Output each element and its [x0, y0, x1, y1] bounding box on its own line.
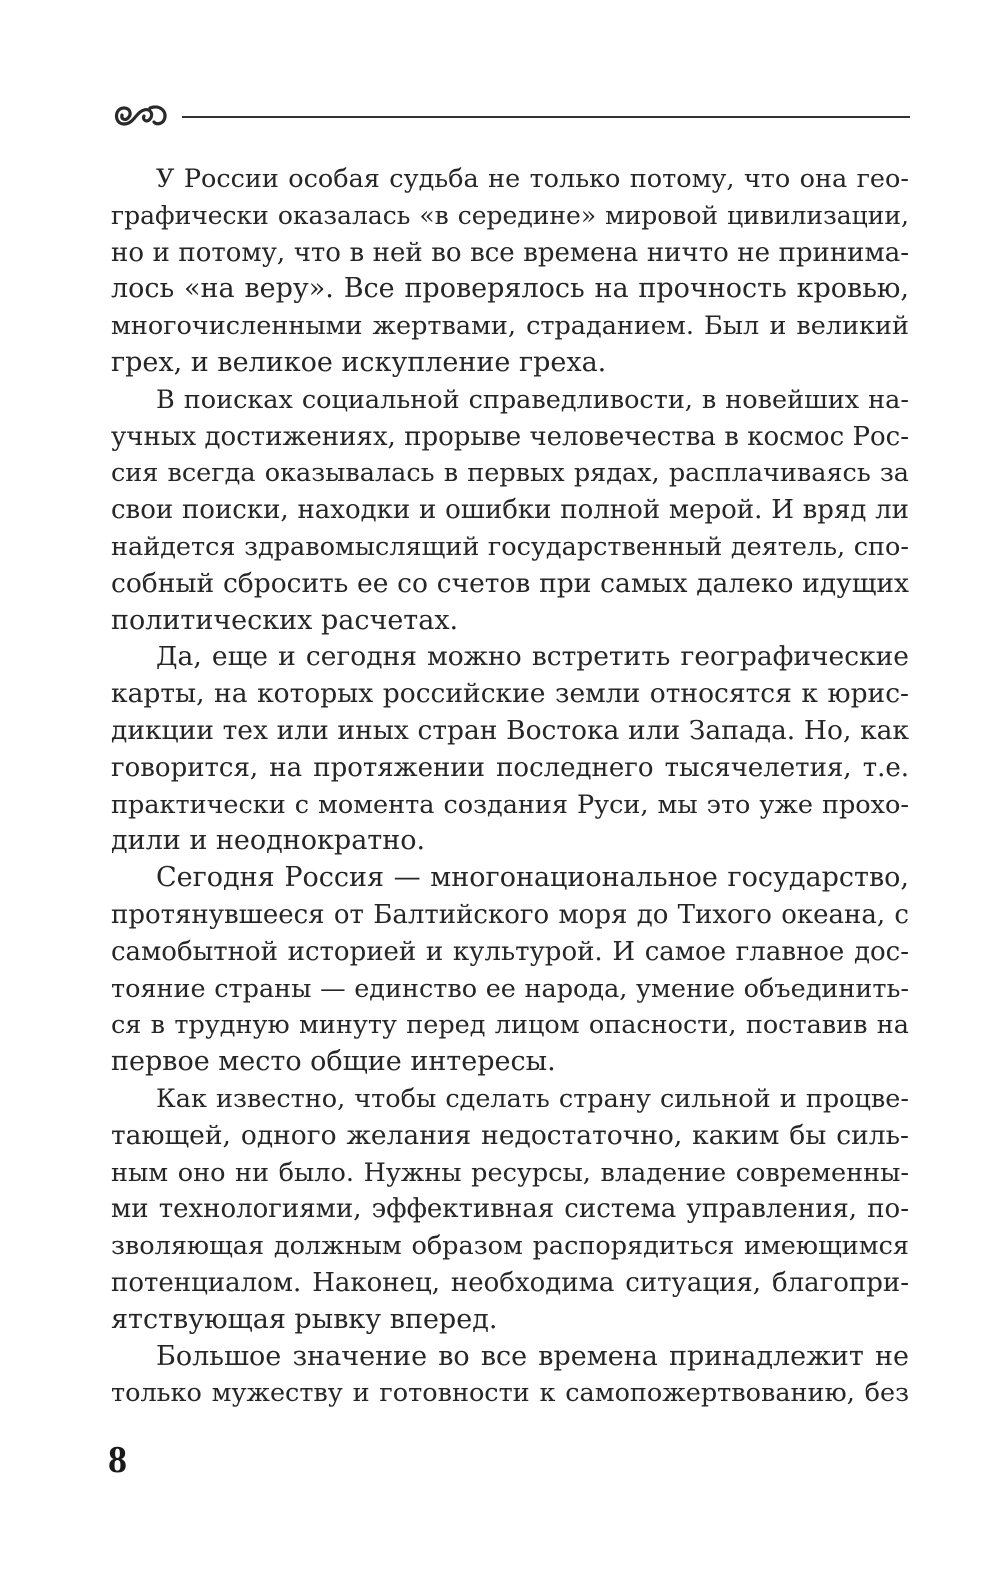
text-line: ным оно ни было. Нужны ресурсы, владение современны- — [111, 1157, 909, 1188]
text-line: сия всегда оказывалась в первых рядах, расплачиваясь за — [111, 458, 909, 489]
page-number: 8 — [108, 1439, 127, 1481]
text-line: но и потому, что в ней во все времена ничто не принима- — [111, 237, 909, 268]
text-line: потенциалом. Наконец, необходима ситуация, благопри- — [111, 1267, 909, 1298]
body-text — [111, 161, 909, 1412]
paragraph — [111, 1339, 909, 1413]
text-line: зволяющая должным образом распорядиться имеющимся — [111, 1231, 909, 1262]
text-line: тающей, одного желания недостаточно, каким бы силь- — [111, 1119, 909, 1151]
text-line: практически с момента создания Руси, мы это уже прохо- — [111, 789, 909, 820]
text-line: многочисленными жертвами, страданием. Был и великий — [111, 311, 909, 342]
text-line: Как известно, чтобы сделать страну сильной и процве- — [156, 1083, 909, 1114]
floral-ornament-icon — [110, 94, 170, 134]
text-line: тояние страны — единство ее народа, умение объединить- — [111, 973, 909, 1004]
text-line: только мужеству и готовности к самопожертвованию, без — [111, 1378, 909, 1409]
text-line: протянувшееся от Балтийского моря до Тихого океана, с — [111, 899, 909, 930]
text-line: В поисках социальной справедливости, в новейших на- — [156, 384, 909, 415]
paragraph — [111, 1081, 909, 1339]
paragraph — [111, 161, 909, 382]
text-line: политических расчетах. — [111, 604, 459, 636]
text-line: свои поиски, находки и ошибки полной мерой. И вряд ли — [111, 495, 909, 526]
text-line: грех, и великое искупление греха. — [111, 346, 607, 378]
paragraph — [111, 860, 909, 1081]
text-line: Да, еще и сегодня можно встретить географические — [156, 641, 909, 673]
paragraph — [111, 382, 909, 640]
text-line: графически оказалась «в середине» мировой цивилизации, — [111, 200, 909, 230]
text-line: говорится, на протяжении последнего тысячелетия, т.е. — [111, 752, 909, 783]
text-line: учных достижениях, прорыве человечества в космос Рос- — [111, 421, 909, 452]
text-line: дили и неоднократно. — [111, 825, 426, 857]
text-line: дикции тех или иных стран Востока или Запада. Но, как — [111, 714, 909, 746]
text-line: Большое значение во все времена принадлежит не — [156, 1340, 909, 1372]
text-line: карты, на которых российские земли относятся к юрис- — [111, 678, 909, 710]
text-line: самобытной историей и культурой. И самое главное дос- — [111, 936, 909, 967]
text-line: ятствующая рывку вперед. — [111, 1303, 498, 1335]
text-line: ся в трудную минуту перед лицом опасности, поставив на — [111, 1010, 909, 1041]
text-line: найдется здравомыслящий государственный деятель, спо- — [111, 531, 909, 562]
paragraph — [111, 639, 909, 860]
text-line: У России особая судьба не только потому, что она гео- — [156, 164, 909, 194]
text-line: Сегодня Россия — многонациональное государство, — [156, 862, 909, 894]
text-line: лось «на веру». Все проверялось на прочность кровью, — [111, 273, 909, 305]
text-line: первое место общие интересы. — [111, 1046, 556, 1078]
header-rule — [182, 116, 910, 118]
text-line: ми технологиями, эффективная система управления, по- — [111, 1194, 909, 1225]
header-ornament — [110, 94, 910, 134]
text-line: собный сбросить ее со счетов при самых далеко идущих — [111, 567, 909, 599]
